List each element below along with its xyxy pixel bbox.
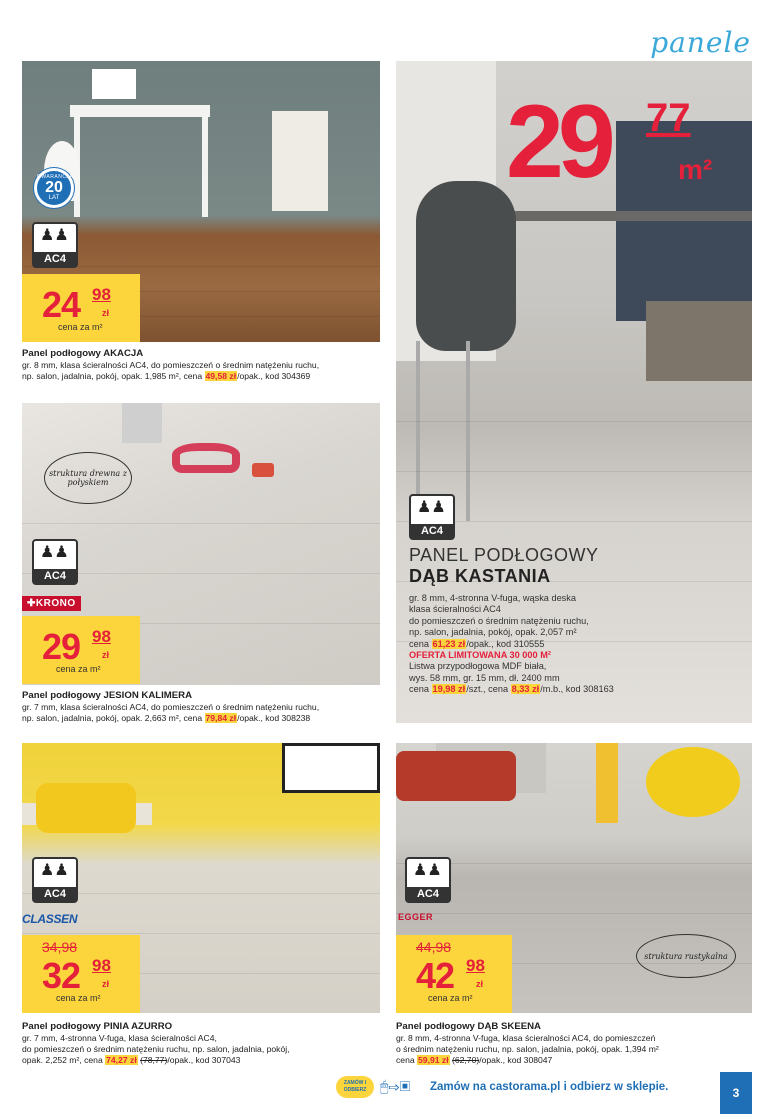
price-box-akacja (22, 274, 140, 342)
product-description-jesion: Panel podłogowy JESION KALIMERA gr. 7 mm, klasa ścieralności AC4, do pomieszczeń o średnim natężeniu ruchu, np. salon, jadalnia, pokój, opak. 2,663 m², cena 79,84 zł/opak., kod 308238 (22, 690, 320, 724)
price-unit: cena za m² (56, 993, 101, 1003)
abrasion-class-icon: ♟♟ AC4 (32, 857, 78, 903)
price-unit: cena za m² (428, 993, 473, 1003)
texture-note: struktura rustykalna (636, 934, 736, 978)
price-currency: zł (102, 979, 110, 989)
order-pickup-icon: 🖱⇨▣ (380, 1078, 411, 1094)
price-integer: 29 (42, 626, 81, 667)
price-decimal: 77 (646, 96, 691, 140)
abrasion-class-icon: ♟♟ AC4 (32, 222, 78, 268)
price-integer: 24 (42, 284, 81, 325)
price-unit: m² (678, 154, 713, 185)
price-decimal: 98 (92, 627, 111, 646)
old-price: 44,98 (416, 939, 452, 955)
guarantee-badge: GWARANCJA 20 LAT (34, 168, 74, 208)
pack-price: 61,23 zł (432, 638, 466, 649)
order-pickup-link[interactable]: Zamów na castorama.pl i odbierz w sklepie. (430, 1081, 669, 1093)
old-pack-price: (62,70) (452, 1055, 480, 1066)
piece-price: 19,98 zł (432, 684, 466, 695)
price-unit: cena za m² (58, 322, 103, 332)
price-box-azzurro (22, 935, 140, 1013)
page-number: 3 (720, 1072, 752, 1114)
price-integer: 32 (42, 955, 81, 996)
pack-price: 74,27 zł (106, 1055, 137, 1066)
product-description-azzurro: Panel podłogowy PINIA AZURRO gr. 7 mm, 4-stronna V-fuga, klasa ścieralności AC4, do pomieszczeń o średnim natężeniu ruchu, np. salon, jadalnia, pokój, opak. 2,252 m², cena 74,27 zł (78,77)/opak., kod 307043 (22, 1021, 290, 1066)
classen-logo: CLASSEN (22, 912, 78, 926)
old-price: 34,98 (42, 939, 78, 955)
texture-note: struktura drewna z połyskiem (44, 452, 132, 504)
product-description-akacja: Panel podłogowy AKACJA gr. 8 mm, klasa ścieralności AC4, do pomieszczeń o średnim natężeniu ruchu, np. salon, jadalnia, pokój, opak. 1,985 m², cena 49,58 zł/opak., kod 304369 (22, 348, 320, 382)
product-title-line2: DĄB KASTANIA (409, 566, 551, 586)
abrasion-class-icon: ♟♟ AC4 (405, 857, 451, 903)
product-description-kastania: PANEL PODŁOGOWY DĄB KASTANIA gr. 8 mm, 4-stronna V-fuga, wąska deska klasa ścieralności AC4 do pomieszczeń o średnim natężeniu ruchu, np. salon, jadalnia, pokój, opak. 2,057 m² cena 61,23 zł/opak., kod 310555 OFERTA LIMITOWANA 30 000 M² Listwa przypodłogowa MDF biała, wys. 58 mm, gr. 15 mm, dł. 2400 mm cena 19,98 zł/szt., cena 8,33 zł/m.b., kod 308163 (409, 545, 749, 696)
price-box-jesion (22, 616, 140, 684)
price-unit: cena za m² (56, 664, 101, 674)
egger-logo: EGGER (398, 912, 434, 922)
abrasion-class-icon: ♟♟ AC4 (32, 539, 78, 585)
price-currency: zł (102, 650, 110, 660)
meter-price: 8,33 zł (511, 684, 540, 695)
price-box-skeena (396, 935, 512, 1013)
price-integer: 29 (506, 84, 610, 200)
product-description-skeena: Panel podłogowy DĄB SKEENA gr. 8 mm, 4-stronna V-fuga, klasa ścieralności AC4, do pomieszczeń o średnim natężeniu ruchu, np. salon, jadalnia, pokój, opak. 1,394 m² cena 59,91 zł (62,70)/opak., kod 308047 (396, 1021, 659, 1066)
price-decimal: 98 (92, 285, 111, 304)
pack-price: 59,91 zł (418, 1055, 449, 1066)
product-title-line1: PANEL PODŁOGOWY (409, 545, 599, 565)
pack-price: 49,58 zł (205, 371, 237, 382)
krono-logo: ✚KRONO (22, 596, 81, 611)
limited-offer: OFERTA LIMITOWANA 30 000 M² (409, 650, 551, 661)
price-currency: zł (476, 979, 484, 989)
abrasion-class-icon: ♟♟ AC4 (409, 494, 455, 540)
price-integer: 42 (416, 955, 455, 996)
category-heading: panele (650, 26, 751, 59)
old-pack-price: (78,77) (140, 1055, 168, 1066)
order-pickup-badge: ZAMÓW I ODBIERZ (336, 1076, 374, 1098)
price-decimal: 98 (466, 956, 485, 975)
price-currency: zł (102, 308, 110, 318)
pack-price: 79,84 zł (205, 713, 237, 724)
price-decimal: 98 (92, 956, 111, 975)
